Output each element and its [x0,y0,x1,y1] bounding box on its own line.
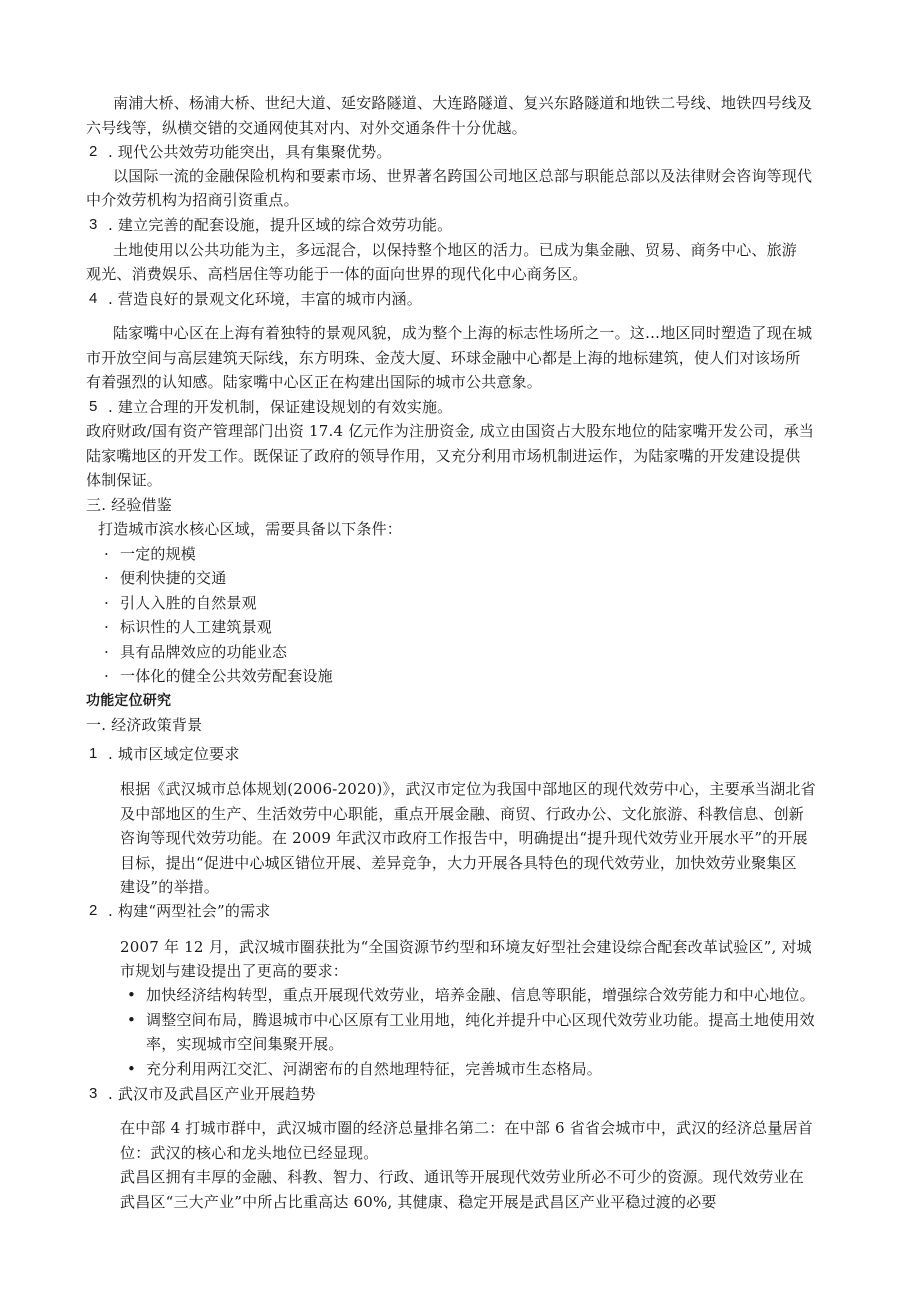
section-heading: . 城市区域定位要求 [108,745,240,763]
section-heading: 三. 经验借鉴 [86,496,172,514]
paragraph-line: 中介效劳机构为招商引资重点。 [86,191,299,209]
paragraph-line: 目标，提出“促进中心城区错位开展、差异竞争，大力开展各具特色的现代效劳业，加快效劳业聚集区 [120,854,797,872]
list-item-continued: 率，实现城市空间集聚开展。 [146,1035,344,1053]
bullet-dot: · [104,618,109,636]
paragraph-line: 武昌区“三大产业”中所占比重高达 60%, 其健康、稳定开展是武昌区产业平稳过渡的必要 [120,1193,717,1211]
list-item: 加快经济结构转型，重点开展现代效劳业，培养金融、信息等职能，增强综合效劳能力和中心地位。 [146,986,815,1004]
bullet-dot: · [104,594,109,612]
paragraph-line: 政府财政/国有资产管理部门出资 17.4 亿元作为注册资金, 成立由国资占大股东地位的陆家嘴开发公司，承当 [86,422,815,440]
heading-number: 2 [89,902,98,919]
heading-number: 1 [89,745,98,762]
paragraph-line: 南浦大桥、杨浦大桥、世纪大道、延安路隧道、大连路隧道、复兴东路隧道和地铁二号线、地铁四号线及 [113,94,813,112]
list-item: 调整空间布局，腾退城市中心区原有工业用地，纯化并提升中心区现代效劳业功能。提高土地使用效 [146,1011,815,1029]
bullet-dot: · [104,643,109,661]
list-item: 一体化的健全公共效劳配套设施 [120,667,333,685]
paragraph-line: 武昌区拥有丰厚的金融、科教、智力、行政、通讯等开展现代效劳业所必不可少的资源。现代效劳业在 [120,1168,805,1186]
paragraph-line: 建设”的举措。 [120,878,220,896]
list-item: 标识性的人工建筑景观 [120,618,273,636]
section-heading: . 构建“两型社会”的需求 [108,902,271,920]
paragraph-line: 六号线等，纵横交错的交通网使其对内、对外交通条件十分优越。 [86,119,527,137]
heading-number: 5 [89,398,98,415]
section-heading: 一. 经济政策背景 [86,716,203,734]
paragraph-line: 陆家嘴地区的开发工作。既保证了政府的领导作用，又充分利用市场机制进运作，为陆家嘴的开发建设提供 [86,447,801,465]
paragraph-line: 根据《武汉城市总体规划(2006-2020)》，武汉市定位为我国中部地区的现代效劳中心，主要承当湖北省 [120,780,816,798]
paragraph-line: 市规划与建设提出了更高的要求： [120,962,349,980]
bullet-dot: · [104,569,109,587]
section-heading: . 建立合理的开发机制，保证建设规划的有效实施。 [108,398,453,416]
heading-number: 2 [89,143,98,160]
bullet-dot: • [127,1011,136,1029]
list-item: 一定的规模 [120,545,197,563]
intro-text: 打造城市滨水核心区域，需要具备以下条件： [98,520,403,538]
section-heading: . 营造良好的景观文化环境，丰富的城市内涵。 [108,290,422,308]
bullet-dot: • [127,1060,136,1078]
paragraph-line: 有着强烈的认知感。陆家嘴中心区正在构建出国际的城市公共意象。 [86,373,543,391]
paragraph-line: 市开放空间与高层建筑天际线，东方明珠、金茂大厦、环球金融中心都是上海的地标建筑，使人们对该场所 [86,349,801,367]
paragraph-line: 咨询等现代效劳功能。在 2009 年武汉市政府工作报告中，明确提出“提升现代效劳业开展水平”的开展 [120,829,808,847]
heading-number: 4 [89,290,98,307]
chapter-title: 功能定位研究 [86,693,172,709]
section-heading: . 武汉市及武昌区产业开展趋势 [108,1085,316,1103]
list-item: 引人入胜的自然景观 [120,594,257,612]
heading-number: 3 [89,1085,98,1102]
paragraph-line: 2007 年 12 月，武汉城市圈获批为“全国资源节约型和环境友好型社会建设综合配套改革试验区”, 对城 [120,938,812,956]
bullet-dot: • [127,986,136,1004]
section-heading: . 建立完善的配套设施，提升区域的综合效劳功能。 [108,216,453,234]
paragraph-line: 观光、消费娱乐、高档居住等功能于一体的面向世界的现代化中心商务区。 [86,265,588,283]
paragraph-line: 以国际一流的金融保险机构和要素市场、世界著名跨国公司地区总部与职能总部以及法律财会咨询等现代 [113,167,813,185]
heading-number: 3 [89,216,98,233]
paragraph-line: 及中部地区的生产、生活效劳中心职能，重点开展金融、商贸、行政办公、文化旅游、科教信息、创新 [120,805,805,823]
bullet-dot: · [104,545,109,563]
paragraph-line: 陆家嘴中心区在上海有着独特的景观风貌，成为整个上海的标志性场所之一。这…地区同时塑造了现在城 [113,324,813,342]
bullet-dot: · [104,667,109,685]
section-heading: . 现代公共效劳功能突出，具有集聚优势。 [108,143,392,161]
list-item: 充分利用两江交汇、河湖密布的自然地理特征，完善城市生态格局。 [146,1060,603,1078]
paragraph-line: 位：武汉的核心和龙头地位已经显现。 [120,1144,379,1162]
paragraph-line: 在中部 4 打城市群中，武汉城市圈的经济总量排名第二：在中部 6 省省会城市中，武汉的经济总量居首 [120,1119,813,1137]
paragraph-line: 土地使用以公共功能为主，多远混合，以保持整个地区的活力。已成为集金融、贸易、商务中心、旅游 [113,241,798,259]
paragraph-line: 体制保证。 [86,471,163,489]
list-item: 便利快捷的交通 [120,569,227,587]
list-item: 具有品牌效应的功能业态 [120,643,288,661]
